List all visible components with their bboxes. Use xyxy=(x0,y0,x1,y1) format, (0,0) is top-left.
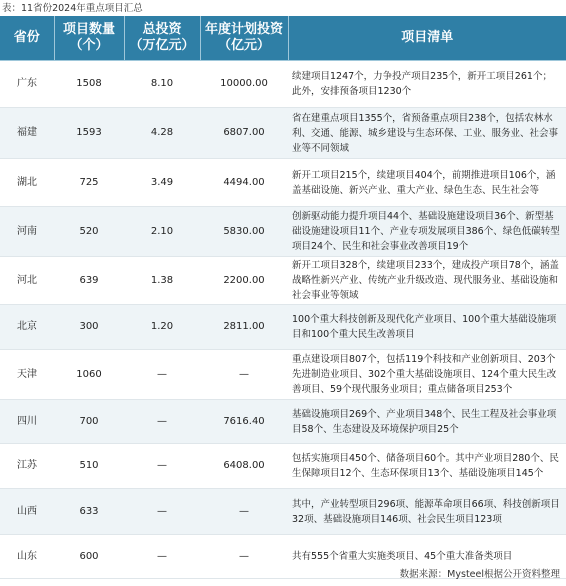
header-items-label: 项目清单 xyxy=(401,30,454,45)
annual-cell: 5830.00 xyxy=(200,207,288,257)
total-cell: — xyxy=(124,535,200,579)
items-cell: 基础设施项目269个、产业项目348个、民生工程及社会事业项目58个、生态建设及环境保护项目25个 xyxy=(288,400,566,444)
total-cell: — xyxy=(124,489,200,535)
total-cell: 8.10 xyxy=(124,61,200,108)
items-cell: 包括实施项目450个、储备项目60个。其中产业项目280个、民生保障项目12个、生态环保项目13个、基础设施项目145个 xyxy=(288,444,566,489)
items-cell: 其中，产业转型项目296项、能源革命项目66项、科技创新项目32项、基础设施项目146项、社会民生项目123项 xyxy=(288,489,566,535)
total-cell: — xyxy=(124,444,200,489)
count-cell: 633 xyxy=(54,489,124,535)
count-cell: 600 xyxy=(54,535,124,579)
province-cell: 四川 xyxy=(0,400,54,444)
count-cell: 300 xyxy=(54,305,124,350)
table-row xyxy=(0,159,566,207)
annual-cell: 6807.00 xyxy=(200,108,288,159)
count-cell: 1593 xyxy=(54,108,124,159)
count-cell: 1508 xyxy=(54,61,124,108)
province-cell: 山西 xyxy=(0,489,54,535)
header-province xyxy=(0,16,54,61)
header-total-label: 总投资 （万亿元） xyxy=(129,22,195,53)
data-source-note: 数据来源：Mysteel根据公开资料整理 xyxy=(399,569,560,580)
header-count-label: 项目数量 （个） xyxy=(62,22,115,53)
header-items xyxy=(288,16,566,61)
items-cell: 重点建设项目807个，包括119个科技和产业创新项目、203个先进制造业项目、302个重大基础设施项目、124个重大民生改善项目、59个现代服务业项目；重点储备项目253个 xyxy=(288,350,566,400)
header-count xyxy=(54,16,124,61)
count-cell: 510 xyxy=(54,444,124,489)
items-cell: 新开工项目328个，续建项目233个，建成投产项目78个，涵盖战略性新兴产业、传统产业升级改造、现代服务业、基础设施和社会事业等领域 xyxy=(288,257,566,305)
count-cell: 520 xyxy=(54,207,124,257)
items-cell: 新开工项目215个，续建项目404个，前期推进项目106个，涵盖基础设施、新兴产业、重大产业、绿色生态、民生社会等 xyxy=(288,159,566,207)
annual-cell: 10000.00 xyxy=(200,61,288,108)
table-row xyxy=(0,489,566,535)
total-cell: 2.10 xyxy=(124,207,200,257)
count-cell: 1060 xyxy=(54,350,124,400)
table-caption: 表：11省份2024年重点项目汇总 xyxy=(2,3,143,14)
items-cell: 100个重大科技创新及现代化产业项目、100个重大基础设施项目和100个重大民生改善项目 xyxy=(288,305,566,350)
table-row xyxy=(0,207,566,257)
annual-cell: — xyxy=(200,535,288,579)
annual-cell: 6408.00 xyxy=(200,444,288,489)
total-cell: 1.20 xyxy=(124,305,200,350)
items-cell: 续建项目1247个，力争投产项目235个，新开工项目261个；此外，安排预备项目1230个 xyxy=(288,61,566,108)
annual-cell: 4494.00 xyxy=(200,159,288,207)
items-cell: 创新驱动能力提升项目44个、基础设施建设项目36个、新型基础设施建设项目11个、产业专项发展项目386个、绿色低碳转型项目24个、民生和社会事业改善项目19个 xyxy=(288,207,566,257)
annual-cell: 2200.00 xyxy=(200,257,288,305)
province-cell: 福建 xyxy=(0,108,54,159)
header-annual xyxy=(200,16,288,61)
annual-cell: 2811.00 xyxy=(200,305,288,350)
province-cell: 北京 xyxy=(0,305,54,350)
header-row xyxy=(0,16,566,61)
province-cell: 江苏 xyxy=(0,444,54,489)
table-row xyxy=(0,61,566,108)
total-cell: — xyxy=(124,400,200,444)
table-row xyxy=(0,108,566,159)
province-cell: 天津 xyxy=(0,350,54,400)
annual-cell: 7616.40 xyxy=(200,400,288,444)
table-row xyxy=(0,400,566,444)
province-cell: 广东 xyxy=(0,61,54,108)
table-row xyxy=(0,305,566,350)
total-cell: 1.38 xyxy=(124,257,200,305)
province-cell: 山东 xyxy=(0,535,54,579)
count-cell: 725 xyxy=(54,159,124,207)
province-cell: 湖北 xyxy=(0,159,54,207)
total-cell: 4.28 xyxy=(124,108,200,159)
table-row xyxy=(0,257,566,305)
table-row xyxy=(0,444,566,489)
count-cell: 639 xyxy=(54,257,124,305)
annual-cell: — xyxy=(200,350,288,400)
projects-table xyxy=(0,16,566,579)
province-cell: 河南 xyxy=(0,207,54,257)
total-cell: 3.49 xyxy=(124,159,200,207)
items-cell: 省在建重点项目1355个，省预备重点项目238个，包括农林水利、交通、能源、城乡建设与生态环保、工业、服务业、社会事业等不同领域 xyxy=(288,108,566,159)
annual-cell: — xyxy=(200,489,288,535)
header-annual-label: 年度计划投资 （亿元） xyxy=(204,22,283,53)
total-cell: — xyxy=(124,350,200,400)
table-row xyxy=(0,350,566,400)
header-total xyxy=(124,16,200,61)
province-cell: 河北 xyxy=(0,257,54,305)
items-cell: 共有555个省重大实施类项目、45个重大准备类项目 xyxy=(288,535,566,579)
header-province-label: 省份 xyxy=(13,30,40,45)
count-cell: 700 xyxy=(54,400,124,444)
